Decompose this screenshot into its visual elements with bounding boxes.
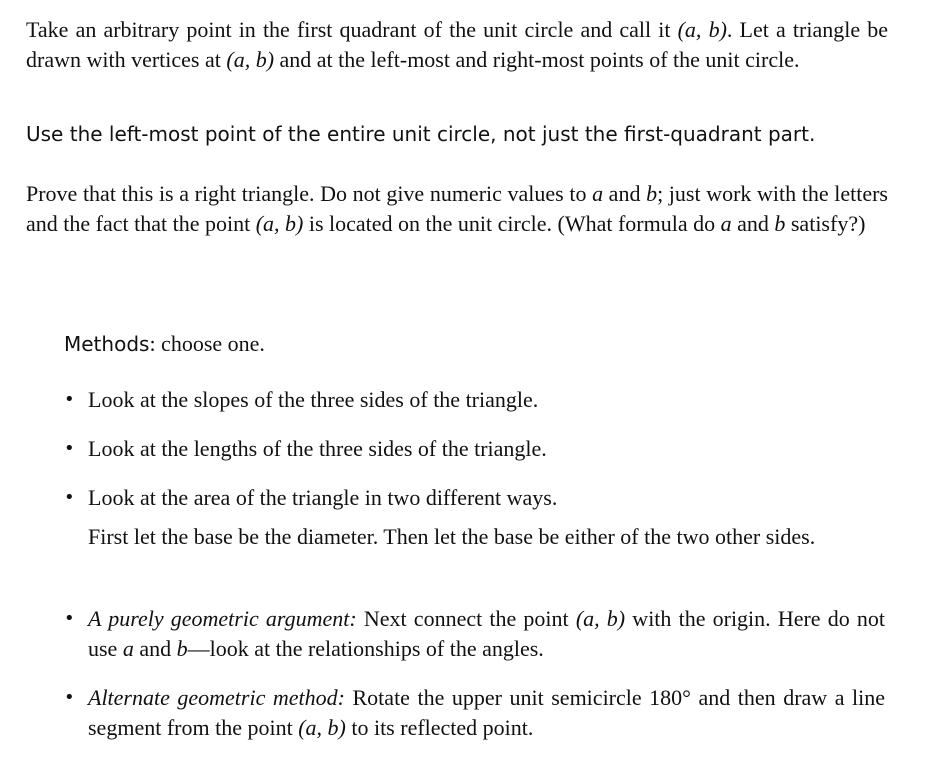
method-text: and <box>133 636 177 661</box>
methods-heading <box>64 329 265 359</box>
point-ab: (a, b) <box>298 715 346 740</box>
method-slopes: Look at the slopes of the three sides of the triangle. <box>88 387 539 412</box>
bullet-icon: • <box>64 687 75 708</box>
intro-paragraph <box>26 15 888 75</box>
bullet-icon: • <box>64 487 75 508</box>
var-b: b <box>774 211 786 236</box>
intro-text-1: Take an arbitrary point in the first quadrant of the unit circle and call it <box>26 17 678 42</box>
task-text-4: is located on the unit circle. (What formula do <box>303 211 721 236</box>
list-item <box>64 483 888 552</box>
methods-suffix: : choose one. <box>149 331 265 356</box>
method-text: with the origin. Here do not use <box>88 606 886 661</box>
task-text-1: Prove that this is a right triangle. Do not give numeric values to <box>26 181 593 206</box>
method-area: Look at the area of the triangle in two different ways. <box>88 485 558 510</box>
method-area-detail: First let the base be the diameter. Then let the base be either of the two other sides. <box>88 524 816 549</box>
method-text: Rotate the upper unit semicircle 180° and then draw a line segment from the point <box>88 685 885 740</box>
method-lead: Alternate geometric method: <box>88 685 345 710</box>
method-lengths: Look at the lengths of the three sides of the triangle. <box>88 436 547 461</box>
list-item <box>64 683 888 743</box>
bullet-icon: • <box>64 438 75 459</box>
method-alternate <box>88 683 885 743</box>
point-ab: (a, b) <box>677 17 727 42</box>
point-ab: (a, b) <box>575 606 626 631</box>
method-text: to its reflected point. <box>345 715 534 740</box>
task-paragraph <box>26 179 888 239</box>
methods-label: Methods <box>64 332 150 356</box>
method-text: —look at the relationships of the angles. <box>187 636 544 661</box>
bullet-icon: • <box>64 608 75 629</box>
var-b: b <box>646 181 658 206</box>
list-item <box>64 434 888 464</box>
method-geometric <box>88 604 885 664</box>
point-ab: (a, b) <box>226 47 275 72</box>
list-item <box>64 604 888 664</box>
point-ab: (a, b) <box>255 211 304 236</box>
var-b: b <box>176 636 188 661</box>
task-text-3: ; just work with the letters and the fact that the point <box>26 181 888 236</box>
note-text: Use the left-most point of the entire unit circle, not just the first-quadrant part. <box>26 122 816 146</box>
task-text-2: and <box>603 181 647 206</box>
bullet-icon: • <box>64 389 75 410</box>
list-item <box>64 385 888 415</box>
task-text-5: and <box>731 211 775 236</box>
intro-text-2: . Let a triangle be drawn with vertices at <box>26 17 888 72</box>
var-a: a <box>720 211 732 236</box>
method-text: Next connect the point <box>356 606 576 631</box>
intro-text-3: and at the left-most and right-most points of the unit circle. <box>274 47 800 72</box>
var-a: a <box>122 636 134 661</box>
task-text-6: satisfy?) <box>785 211 866 236</box>
method-lead: A purely geometric argument: <box>88 606 357 631</box>
var-a: a <box>592 181 604 206</box>
